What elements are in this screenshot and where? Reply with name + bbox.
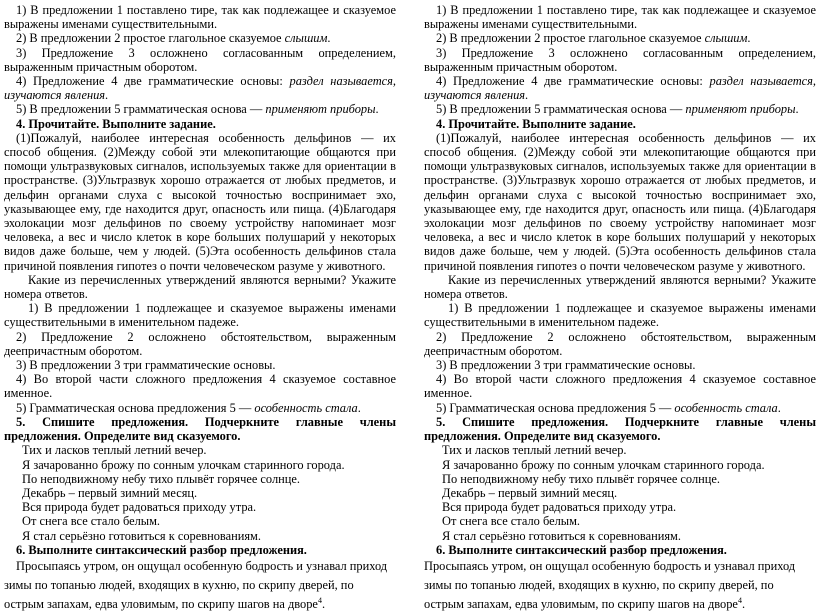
task5-line: Я зачарованно брожу по сонным улочкам старинного города. — [22, 457, 345, 472]
task5-line: Вся природа будет радоваться приходу утра. — [442, 500, 677, 515]
task4-text: (1)Пожалуй, наиболее интересная особенность дельфинов — их способ общения. (2)Между собой эти млекопитающие общаются при помощи ультразвуковых сигналов, используемых также для ориентации в пространстве. (3)Ультразвук хорошо отражается от любых предметов, и дельфин органами слуха с высокой точностью воспринимает эхо, указывающее ему, где находится друг, опасность или пища. (4)Благодаря эхолокации мозг дельфинов по своему устройству напоминает мозг человека, а вес и число клеток в коре больших полушарий у некоторых видов даже больше, чем у людей. (5)Эта особенность дельфинов стала причиной появления гипотез о почти человеческом разуме у животного. — [4, 130, 396, 273]
task4-item-1: 1) В предложении 1 подлежащее и сказуемое выражены именами существительными в именительном падеже. — [424, 301, 816, 330]
task4-item-2: 2) Предложение 2 осложнено обстоятельством, выраженным деепричастным оборотом. — [4, 329, 396, 358]
task5-line: Декабрь – первый зимний месяц. — [442, 485, 618, 500]
task3-item-2: 2) В предложении 2 простое глагольное сказуемое слышим. — [16, 31, 331, 46]
task3-item-3: 3) Предложение 3 осложнено согласованным определением, выраженным причастным оборотом. — [4, 45, 396, 74]
task5-line: Я зачарованно брожу по сонным улочкам старинного города. — [442, 457, 765, 472]
task3-item-3: 3) Предложение 3 осложнено согласованным определением, выраженным причастным оборотом. — [424, 45, 816, 74]
task5-heading: 5. Спишите предложения. Подчеркните главные члены предложения. Определите вид сказуемого. — [4, 414, 396, 444]
task4-item-4: 4) Во второй части сложного предложения 4 сказуемое составное именное. — [424, 372, 816, 401]
task5-line: От снега все стало белым. — [22, 514, 161, 529]
task4-item-3: 3) В предложении 3 три грамматические основы. — [436, 358, 696, 373]
task3-item-1: 1) В предложении 1 поставлено тире, так как подлежащее и сказуемое выражены именами существительными. — [4, 3, 396, 32]
task4-question: Какие из перечисленных утверждений являются верными? Укажите номера ответов. — [424, 272, 816, 302]
footnote-mark: 4 — [317, 595, 322, 605]
task5-sentences — [4, 443, 396, 542]
task5-line: Тих и ласков теплый летний вечер. — [22, 443, 207, 458]
task4-item-3: 3) В предложении 3 три грамматические основы. — [16, 358, 276, 373]
task4-text: (1)Пожалуй, наиболее интересная особенность дельфинов — их способ общения. (2)Между собой эти млекопитающие общаются при помощи ультразвуковых сигналов, используемых также для ориентации в пространстве. (3)Ультразвук хорошо отражается от любых предметов, и дельфин органами слуха с высокой точностью воспринимает эхо, указывающее ему, где находится друг, опасность или пища. (4)Благодаря эхолокации мозг дельфинов по своему устройству напоминает мозг человека, а вес и число клеток в коре больших полушарий у некоторых видов даже больше, чем у людей. (5)Эта особенность дельфинов стала причиной появления гипотез о почти человеческом разуме у животного. — [424, 130, 816, 273]
task3-item-2: 2) В предложении 2 простое глагольное сказуемое слышим. — [436, 31, 751, 46]
task6-text: Просыпаясь утром, он ощущал особенную бодрость и узнавал приход зимы по топанью людей, входящих в кухню, по скрипу дверей, по острым запахам, едва уловимым, по скрипу шагов на дворе$^4$. — [4, 558, 388, 611]
task4-item-4: 4) Во второй части сложного предложения 4 сказуемое составное именное. — [4, 372, 396, 401]
right-column — [424, 3, 816, 614]
task4-question: Какие из перечисленных утверждений являются верными? Укажите номера ответов. — [4, 272, 396, 302]
task5-heading: 5. Спишите предложения. Подчеркните главные члены предложения. Определите вид сказуемого. — [424, 414, 816, 444]
task4-item-2: 2) Предложение 2 осложнено обстоятельством, выраженным деепричастным оборотом. — [424, 329, 816, 358]
task5-line: По неподвижному небу тихо плывёт горячее солнце. — [442, 471, 720, 486]
task5-line: Я стал серьёзно готовиться к соревнованиям. — [442, 528, 681, 543]
task4-item-5: 5) Грамматическая основа предложения 5 — особенность стала. — [16, 400, 361, 415]
task3-item-4: 4) Предложение 4 две грамматические основы: раздел называется, изучаются явления. — [4, 74, 396, 103]
footnote-mark: 4 — [737, 595, 742, 605]
task6-text: Просыпаясь утром, он ощущал особенную бодрость и узнавал приход зимы по топанью людей, входящих в кухню, по скрипу дверей, по острым запахам, едва уловимым, по скрипу шагов на дворе$^4$. — [424, 558, 796, 611]
task5-line: От снега все стало белым. — [442, 514, 581, 529]
task4-heading: 4. Прочитайте. Выполните задание. — [16, 116, 216, 131]
task5-line: По неподвижному небу тихо плывёт горячее солнце. — [22, 471, 300, 486]
task5-line: Декабрь – первый зимний месяц. — [22, 485, 198, 500]
task5-line: Тих и ласков теплый летний вечер. — [442, 443, 627, 458]
left-column — [4, 3, 396, 614]
task6-heading: 6. Выполните синтаксический разбор предложения. — [16, 542, 307, 557]
task3-item-4: 4) Предложение 4 две грамматические основы: раздел называется, изучаются явления. — [424, 74, 816, 103]
task3-item-5: 5) В предложении 5 грамматическая основа — применяют приборы. — [436, 102, 799, 117]
task5-line: Я стал серьёзно готовиться к соревнованиям. — [22, 528, 261, 543]
task4-heading: 4. Прочитайте. Выполните задание. — [436, 116, 636, 131]
task5-line: Вся природа будет радоваться приходу утра. — [22, 500, 257, 515]
task6-heading: 6. Выполните синтаксический разбор предложения. — [436, 542, 727, 557]
task4-item-1: 1) В предложении 1 подлежащее и сказуемое выражены именами существительными в именительном падеже. — [4, 301, 396, 330]
task3-item-5: 5) В предложении 5 грамматическая основа — применяют приборы. — [16, 102, 379, 117]
task5-sentences — [424, 443, 816, 542]
task3-item-1: 1) В предложении 1 поставлено тире, так как подлежащее и сказуемое выражены именами существительными. — [424, 3, 816, 32]
task4-item-5: 5) Грамматическая основа предложения 5 — особенность стала. — [436, 400, 781, 415]
